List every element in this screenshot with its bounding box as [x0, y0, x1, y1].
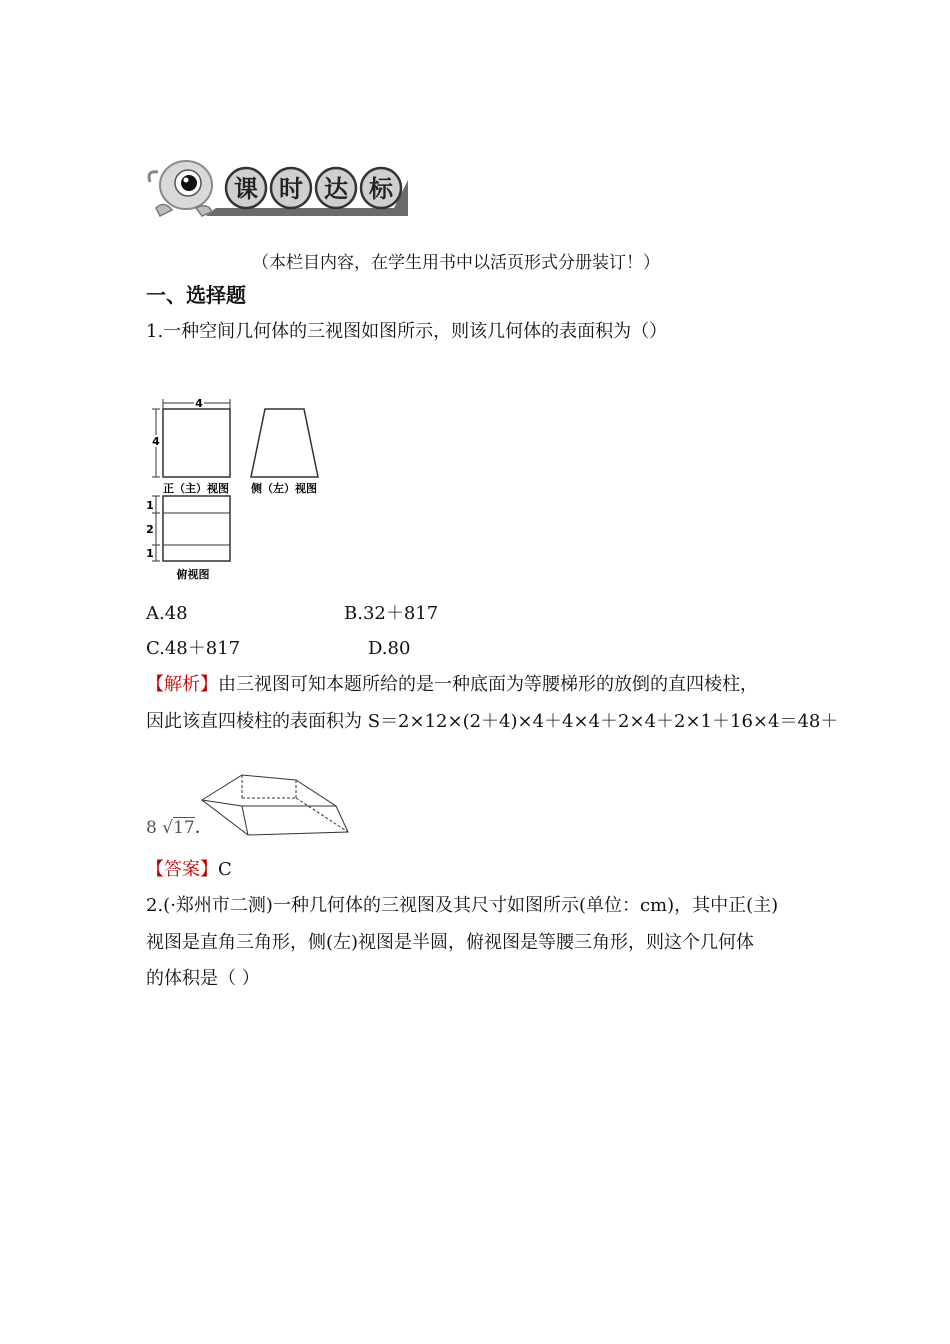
option-c: C.48＋817	[146, 638, 241, 659]
analysis-tag: 【解析】	[146, 674, 218, 695]
banner-char-4: 标	[369, 175, 393, 203]
three-view-graphic	[146, 395, 336, 585]
top-label-3: 1	[146, 547, 154, 560]
answer-line	[146, 858, 232, 882]
banner-char-2: 时	[279, 175, 303, 203]
question-2-line-2: 视图是直角三角形，侧(左)视图是半圆，俯视图是等腰三角形，则这个几何体	[146, 932, 755, 953]
prism-figure	[198, 770, 353, 840]
answer-tag: 【答案】	[146, 859, 218, 880]
banner-char-3: 达	[324, 175, 348, 203]
top-label-2: 2	[146, 523, 154, 536]
formula-radicand: 17	[173, 818, 195, 838]
option-d: D.80	[368, 638, 411, 659]
top-label-1: 1	[146, 499, 154, 512]
front-width-label: 4	[195, 397, 203, 410]
binding-note: （本栏目内容，在学生用书中以活页形式分册装订！）	[252, 253, 660, 273]
banner-graphic	[146, 150, 411, 222]
analysis-text-1: 由三视图可知本题所给的是一种底面为等腰梯形的放倒的直四棱柱，	[218, 674, 758, 695]
banner-char-1: 课	[234, 175, 258, 203]
section-banner	[146, 150, 411, 222]
analysis-line-1	[146, 673, 758, 697]
prism-graphic	[198, 770, 353, 840]
mascot-icon	[149, 161, 212, 216]
front-view-caption: 正（主）视图	[163, 482, 229, 495]
section-heading: 一、选择题	[146, 283, 246, 307]
top-view-caption: 俯视图	[176, 568, 210, 581]
option-a: A.48	[146, 603, 188, 624]
answer-value: C	[218, 859, 232, 880]
front-height-label: 4	[152, 435, 160, 448]
analysis-line-2: 因此该直四棱柱的表面积为 S＝2×12×(2＋4)×4＋4×4＋2×4＋2×1＋16×4＝48＋	[146, 711, 839, 732]
side-view-caption: 侧（左）视图	[251, 482, 317, 495]
formula-coefficient: 8	[146, 818, 157, 838]
three-view-figure	[146, 395, 336, 585]
formula-period: .	[194, 818, 201, 838]
question-1-stem: 1.一种空间几何体的三视图如图所示，则该几何体的表面积为（）	[146, 321, 668, 342]
question-2-line-3: 的体积是（ ）	[146, 968, 260, 989]
question-2-line-1: 2.(·郑州市二测)一种几何体的三视图及其尺寸如图所示(单位：cm)，其中正(主)	[146, 895, 779, 916]
formula-tail: 8 √17.	[146, 818, 201, 838]
option-b: B.32＋817	[344, 603, 439, 624]
